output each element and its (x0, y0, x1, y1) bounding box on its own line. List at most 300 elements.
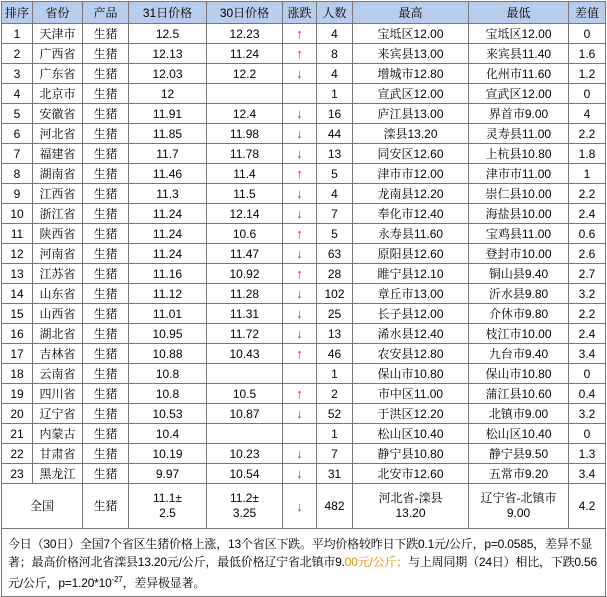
difference-cell: 1.6 (569, 44, 606, 64)
difference-cell: 0.6 (569, 224, 606, 244)
count-cell: 16 (317, 104, 353, 124)
price-30-cell: 12.2 (207, 64, 283, 84)
price-30-cell: 10.92 (207, 264, 283, 284)
arrow-up-icon: ↑ (296, 225, 303, 241)
province-cell: 湖北省 (33, 324, 83, 344)
lowest-cell: 静宁县9.50 (469, 444, 569, 464)
highest-cell: 于洪区12.20 (353, 404, 469, 424)
national-price-31 (129, 484, 207, 529)
province-cell: 山西省 (33, 304, 83, 324)
difference-cell: 0 (569, 84, 606, 104)
rank-cell: 8 (2, 164, 33, 184)
product-cell: 生猪 (83, 384, 129, 404)
arrow-down-icon: ↓ (296, 498, 303, 514)
change-cell (283, 304, 317, 324)
price-30-cell: 10.43 (207, 344, 283, 364)
table-row (2, 284, 606, 304)
highest-cell: 农安县12.80 (353, 344, 469, 364)
rank-cell: 5 (2, 104, 33, 124)
province-cell: 天津市 (33, 24, 83, 44)
province-cell: 河北省 (33, 124, 83, 144)
change-cell (283, 224, 317, 244)
product-cell: 生猪 (83, 64, 129, 84)
province-cell: 云南省 (33, 364, 83, 384)
arrow-down-icon: ↓ (296, 185, 303, 201)
national-count: 482 (317, 484, 353, 529)
price-30-cell: 10.54 (207, 464, 283, 484)
arrow-up-icon: ↑ (296, 45, 303, 61)
change-cell (283, 164, 317, 184)
rank-cell: 1 (2, 24, 33, 44)
province-cell: 湖南省 (33, 164, 83, 184)
lowest-cell: 宝鸡县11.00 (469, 224, 569, 244)
lowest-cell: 海盐县10.00 (469, 204, 569, 224)
national-price-30-mean: 11.2± (229, 491, 260, 505)
price-table-wrapper (1, 1, 605, 597)
product-cell: 生猪 (83, 404, 129, 424)
price-31-cell: 12.03 (129, 64, 207, 84)
price-31-cell: 11.16 (129, 264, 207, 284)
header-rank: 排序 (2, 2, 33, 24)
price-30-cell: 11.78 (207, 144, 283, 164)
price-30-cell (207, 424, 283, 444)
national-price-31-sd: 2.5 (159, 506, 176, 520)
province-cell: 内蒙古 (33, 424, 83, 444)
count-cell: 7 (317, 444, 353, 464)
change-cell (283, 384, 317, 404)
count-cell: 52 (317, 404, 353, 424)
product-cell: 生猪 (83, 224, 129, 244)
rank-cell: 6 (2, 124, 33, 144)
table-body (2, 24, 606, 484)
price-31-cell: 9.97 (129, 464, 207, 484)
rank-cell: 23 (2, 464, 33, 484)
rank-cell: 14 (2, 284, 33, 304)
lowest-cell: 界首市9.00 (469, 104, 569, 124)
table-row (2, 24, 606, 44)
header-province: 省份 (33, 2, 83, 24)
highest-cell: 浠水县12.40 (353, 324, 469, 344)
count-cell: 4 (317, 64, 353, 84)
arrow-down-icon: ↓ (296, 205, 303, 221)
difference-cell: 2.4 (569, 204, 606, 224)
count-cell: 4 (317, 184, 353, 204)
summary-text (2, 529, 606, 597)
price-31-cell: 12 (129, 84, 207, 104)
arrow-up-icon: ↑ (296, 265, 303, 281)
product-cell: 生猪 (83, 144, 129, 164)
difference-cell: 1 (569, 164, 606, 184)
summary-row (2, 529, 606, 597)
province-cell: 广西省 (33, 44, 83, 64)
product-cell: 生猪 (83, 344, 129, 364)
province-cell: 福建省 (33, 144, 83, 164)
province-cell: 安徽省 (33, 104, 83, 124)
table-row (2, 464, 606, 484)
table-row (2, 184, 606, 204)
province-cell: 江西省 (33, 184, 83, 204)
pig-price-table (1, 1, 606, 597)
price-30-cell: 11.72 (207, 324, 283, 344)
national-lowest-location: 辽宁省-北镇市 (480, 491, 557, 505)
count-cell: 2 (317, 384, 353, 404)
count-cell: 63 (317, 244, 353, 264)
price-31-cell: 10.8 (129, 384, 207, 404)
price-31-cell: 11.7 (129, 144, 207, 164)
lowest-cell: 化州市11.60 (469, 64, 569, 84)
price-30-cell: 10.6 (207, 224, 283, 244)
count-cell: 1 (317, 364, 353, 384)
count-cell: 1 (317, 84, 353, 104)
highest-cell: 原阳县12.60 (353, 244, 469, 264)
count-cell: 13 (317, 144, 353, 164)
count-cell: 1 (317, 424, 353, 444)
province-cell: 辽宁省 (33, 404, 83, 424)
lowest-cell: 来宾县11.40 (469, 44, 569, 64)
highest-cell: 滦县13.20 (353, 124, 469, 144)
count-cell: 7 (317, 204, 353, 224)
difference-cell: 3.2 (569, 284, 606, 304)
product-cell: 生猪 (83, 324, 129, 344)
table-row (2, 164, 606, 184)
rank-cell: 3 (2, 64, 33, 84)
highest-cell: 市中区11.00 (353, 384, 469, 404)
product-cell: 生猪 (83, 124, 129, 144)
price-31-cell: 11.85 (129, 124, 207, 144)
arrow-down-icon: ↓ (296, 285, 303, 301)
table-row (2, 364, 606, 384)
lowest-cell: 登封市10.00 (469, 244, 569, 264)
difference-cell: 0 (569, 24, 606, 44)
highest-cell: 龙南县12.20 (353, 184, 469, 204)
highest-cell: 来宾县13.00 (353, 44, 469, 64)
arrow-down-icon: ↓ (296, 305, 303, 321)
lowest-cell: 北镇市9.00 (469, 404, 569, 424)
lowest-cell: 枝江市10.00 (469, 324, 569, 344)
rank-cell: 9 (2, 184, 33, 204)
table-row (2, 404, 606, 424)
difference-cell: 3.4 (569, 464, 606, 484)
price-31-cell: 10.88 (129, 344, 207, 364)
arrow-down-icon: ↓ (296, 445, 303, 461)
change-cell (283, 284, 317, 304)
national-label: 全国 (2, 484, 83, 529)
highest-cell: 宣武区12.00 (353, 84, 469, 104)
product-cell: 生猪 (83, 104, 129, 124)
arrow-up-icon: ↑ (296, 385, 303, 401)
change-cell (283, 404, 317, 424)
change-cell (283, 364, 317, 384)
product-cell: 生猪 (83, 84, 129, 104)
highest-cell: 保山市10.80 (353, 364, 469, 384)
product-cell: 生猪 (83, 464, 129, 484)
rank-cell: 2 (2, 44, 33, 64)
lowest-cell: 五常市9.20 (469, 464, 569, 484)
highest-cell: 章丘市13.00 (353, 284, 469, 304)
difference-cell: 0 (569, 424, 606, 444)
national-highest (353, 484, 469, 529)
rank-cell: 19 (2, 384, 33, 404)
national-difference: 4.2 (569, 484, 606, 529)
lowest-cell: 沂水县9.80 (469, 284, 569, 304)
price-31-cell: 10.19 (129, 444, 207, 464)
header-lowest: 最低 (469, 2, 569, 24)
table-row (2, 224, 606, 244)
rank-cell: 20 (2, 404, 33, 424)
difference-cell: 3.2 (569, 404, 606, 424)
arrow-down-icon: ↓ (296, 245, 303, 261)
table-row (2, 304, 606, 324)
province-cell: 江苏省 (33, 264, 83, 284)
table-row (2, 424, 606, 444)
product-cell: 生猪 (83, 44, 129, 64)
product-cell: 生猪 (83, 244, 129, 264)
difference-cell: 0 (569, 364, 606, 384)
product-cell: 生猪 (83, 264, 129, 284)
summary-part-4: ，差异极显著。 (122, 575, 206, 590)
table-row (2, 324, 606, 344)
table-row (2, 44, 606, 64)
rank-cell: 15 (2, 304, 33, 324)
table-row (2, 264, 606, 284)
difference-cell: 2.2 (569, 184, 606, 204)
province-cell: 四川省 (33, 384, 83, 404)
price-30-cell: 10.5 (207, 384, 283, 404)
rank-cell: 11 (2, 224, 33, 244)
price-30-cell: 10.23 (207, 444, 283, 464)
change-cell (283, 44, 317, 64)
national-change (283, 484, 317, 529)
highest-cell: 永寿县11.60 (353, 224, 469, 244)
highest-cell: 庐江县13.00 (353, 104, 469, 124)
lowest-cell: 铜山县9.40 (469, 264, 569, 284)
price-31-cell: 12.13 (129, 44, 207, 64)
change-cell (283, 84, 317, 104)
summary-highlight: 00元/公斤； (344, 554, 409, 569)
highest-cell: 静宁县10.80 (353, 444, 469, 464)
rank-cell: 18 (2, 364, 33, 384)
difference-cell: 1.8 (569, 144, 606, 164)
price-31-cell: 11.91 (129, 104, 207, 124)
highest-cell: 北安市12.60 (353, 464, 469, 484)
change-cell (283, 324, 317, 344)
highest-cell: 宝坻区12.00 (353, 24, 469, 44)
price-31-cell: 10.8 (129, 364, 207, 384)
highest-cell: 同安区12.60 (353, 144, 469, 164)
price-31-cell: 10.4 (129, 424, 207, 444)
count-cell: 102 (317, 284, 353, 304)
price-31-cell: 10.95 (129, 324, 207, 344)
header-highest: 最高 (353, 2, 469, 24)
highest-cell: 睢宁县12.10 (353, 264, 469, 284)
highest-cell: 长子县12.00 (353, 304, 469, 324)
price-30-cell: 12.14 (207, 204, 283, 224)
table-row (2, 204, 606, 224)
rank-cell: 13 (2, 264, 33, 284)
national-lowest-price: 9.00 (506, 506, 531, 520)
difference-cell: 1.2 (569, 64, 606, 84)
rank-cell: 4 (2, 84, 33, 104)
lowest-cell: 松山区10.40 (469, 424, 569, 444)
rank-cell: 10 (2, 204, 33, 224)
header-count: 人数 (317, 2, 353, 24)
rank-cell: 16 (2, 324, 33, 344)
difference-cell: 2.2 (569, 304, 606, 324)
price-30-cell: 12.23 (207, 24, 283, 44)
lowest-cell: 上杭县10.80 (469, 144, 569, 164)
summary-part-1: 今日（30日）全国7个省区生猪价格上涨，13个省区下跌。平均价格较昨日下跌0.1元/公斤，p=0.0585，差异不显著；最高价格河北省滦县13.20元/公斤，最低价格辽宁省北镇市9. (8, 536, 593, 569)
province-cell: 浙江省 (33, 204, 83, 224)
price-30-cell: 12.4 (207, 104, 283, 124)
national-row (2, 484, 606, 529)
table-row (2, 384, 606, 404)
price-30-cell: 11.47 (207, 244, 283, 264)
lowest-cell: 蒲江县10.60 (469, 384, 569, 404)
change-cell (283, 264, 317, 284)
arrow-down-icon: ↓ (296, 325, 303, 341)
summary-exponent: -27 (111, 574, 123, 584)
price-31-cell: 11.24 (129, 224, 207, 244)
count-cell: 5 (317, 224, 353, 244)
summary-part-3: 与上周同期（24日）相比，下跌0.56元/公斤，p=1.20*10 (8, 554, 597, 590)
change-cell (283, 444, 317, 464)
change-cell (283, 464, 317, 484)
count-cell: 5 (317, 164, 353, 184)
price-30-cell (207, 84, 283, 104)
arrow-up-icon: ↑ (296, 345, 303, 361)
change-cell (283, 424, 317, 444)
price-31-cell: 11.24 (129, 204, 207, 224)
difference-cell: 3.4 (569, 344, 606, 364)
count-cell: 8 (317, 44, 353, 64)
change-cell (283, 104, 317, 124)
table-row (2, 84, 606, 104)
price-31-cell: 11.3 (129, 184, 207, 204)
arrow-down-icon: ↓ (296, 465, 303, 481)
change-cell (283, 184, 317, 204)
arrow-up-icon: ↑ (296, 165, 303, 181)
lowest-cell: 宣武区12.00 (469, 84, 569, 104)
national-highest-location: 河北省-滦县 (378, 491, 443, 505)
change-cell (283, 124, 317, 144)
product-cell: 生猪 (83, 24, 129, 44)
province-cell: 山东省 (33, 284, 83, 304)
price-31-cell: 11.12 (129, 284, 207, 304)
province-cell: 广东省 (33, 64, 83, 84)
header-row (2, 2, 606, 24)
province-cell: 甘肃省 (33, 444, 83, 464)
highest-cell: 津市市12.00 (353, 164, 469, 184)
arrow-down-icon: ↓ (296, 65, 303, 81)
arrow-down-icon: ↓ (296, 125, 303, 141)
table-row (2, 444, 606, 464)
price-30-cell: 11.28 (207, 284, 283, 304)
national-highest-price: 13.20 (395, 506, 426, 520)
price-31-cell: 10.53 (129, 404, 207, 424)
arrow-down-icon: ↓ (296, 405, 303, 421)
change-cell (283, 244, 317, 264)
difference-cell: 0.4 (569, 384, 606, 404)
price-31-cell: 11.46 (129, 164, 207, 184)
table-row (2, 64, 606, 84)
product-cell: 生猪 (83, 284, 129, 304)
rank-cell: 12 (2, 244, 33, 264)
rank-cell: 7 (2, 144, 33, 164)
count-cell: 25 (317, 304, 353, 324)
price-31-cell: 11.01 (129, 304, 207, 324)
count-cell: 31 (317, 464, 353, 484)
price-30-cell: 11.98 (207, 124, 283, 144)
province-cell: 吉林省 (33, 344, 83, 364)
arrow-down-icon: ↓ (296, 105, 303, 121)
lowest-cell: 九台市9.40 (469, 344, 569, 364)
arrow-up-icon: ↑ (296, 25, 303, 41)
table-row (2, 144, 606, 164)
count-cell: 28 (317, 264, 353, 284)
lowest-cell: 介休市9.80 (469, 304, 569, 324)
table-row (2, 344, 606, 364)
highest-cell: 增城市12.80 (353, 64, 469, 84)
difference-cell: 4 (569, 104, 606, 124)
province-cell: 陕西省 (33, 224, 83, 244)
price-30-cell: 11.4 (207, 164, 283, 184)
header-product: 产品 (83, 2, 129, 24)
count-cell: 46 (317, 344, 353, 364)
header-price-31: 31日价格 (129, 2, 207, 24)
product-cell: 生猪 (83, 164, 129, 184)
table-row (2, 124, 606, 144)
product-cell: 生猪 (83, 424, 129, 444)
price-30-cell: 11.31 (207, 304, 283, 324)
national-price-30-sd: 3.25 (232, 506, 257, 520)
price-30-cell: 11.24 (207, 44, 283, 64)
arrow-down-icon: ↓ (296, 145, 303, 161)
lowest-cell: 崇仁县10.00 (469, 184, 569, 204)
difference-cell: 1.3 (569, 444, 606, 464)
change-cell (283, 344, 317, 364)
difference-cell: 2.2 (569, 124, 606, 144)
price-30-cell: 10.87 (207, 404, 283, 424)
lowest-cell: 保山市10.80 (469, 364, 569, 384)
product-cell: 生猪 (83, 364, 129, 384)
lowest-cell: 宝坻区12.00 (469, 24, 569, 44)
table-row (2, 244, 606, 264)
rank-cell: 22 (2, 444, 33, 464)
count-cell: 4 (317, 24, 353, 44)
product-cell: 生猪 (83, 184, 129, 204)
difference-cell: 2.4 (569, 324, 606, 344)
national-lowest (469, 484, 569, 529)
highest-cell: 松山区10.40 (353, 424, 469, 444)
product-cell: 生猪 (83, 304, 129, 324)
difference-cell: 2.7 (569, 264, 606, 284)
province-cell: 北京市 (33, 84, 83, 104)
difference-cell: 2.6 (569, 244, 606, 264)
province-cell: 河南省 (33, 244, 83, 264)
lowest-cell: 灵寿县11.00 (469, 124, 569, 144)
header-difference: 差值 (569, 2, 606, 24)
count-cell: 13 (317, 324, 353, 344)
national-price-30 (207, 484, 283, 529)
national-price-31-mean: 11.1± (152, 491, 183, 505)
product-cell: 生猪 (83, 444, 129, 464)
highest-cell: 奉化市12.40 (353, 204, 469, 224)
count-cell: 44 (317, 124, 353, 144)
table-row (2, 104, 606, 124)
header-price-30: 30日价格 (207, 2, 283, 24)
province-cell: 黑龙江 (33, 464, 83, 484)
price-30-cell (207, 364, 283, 384)
